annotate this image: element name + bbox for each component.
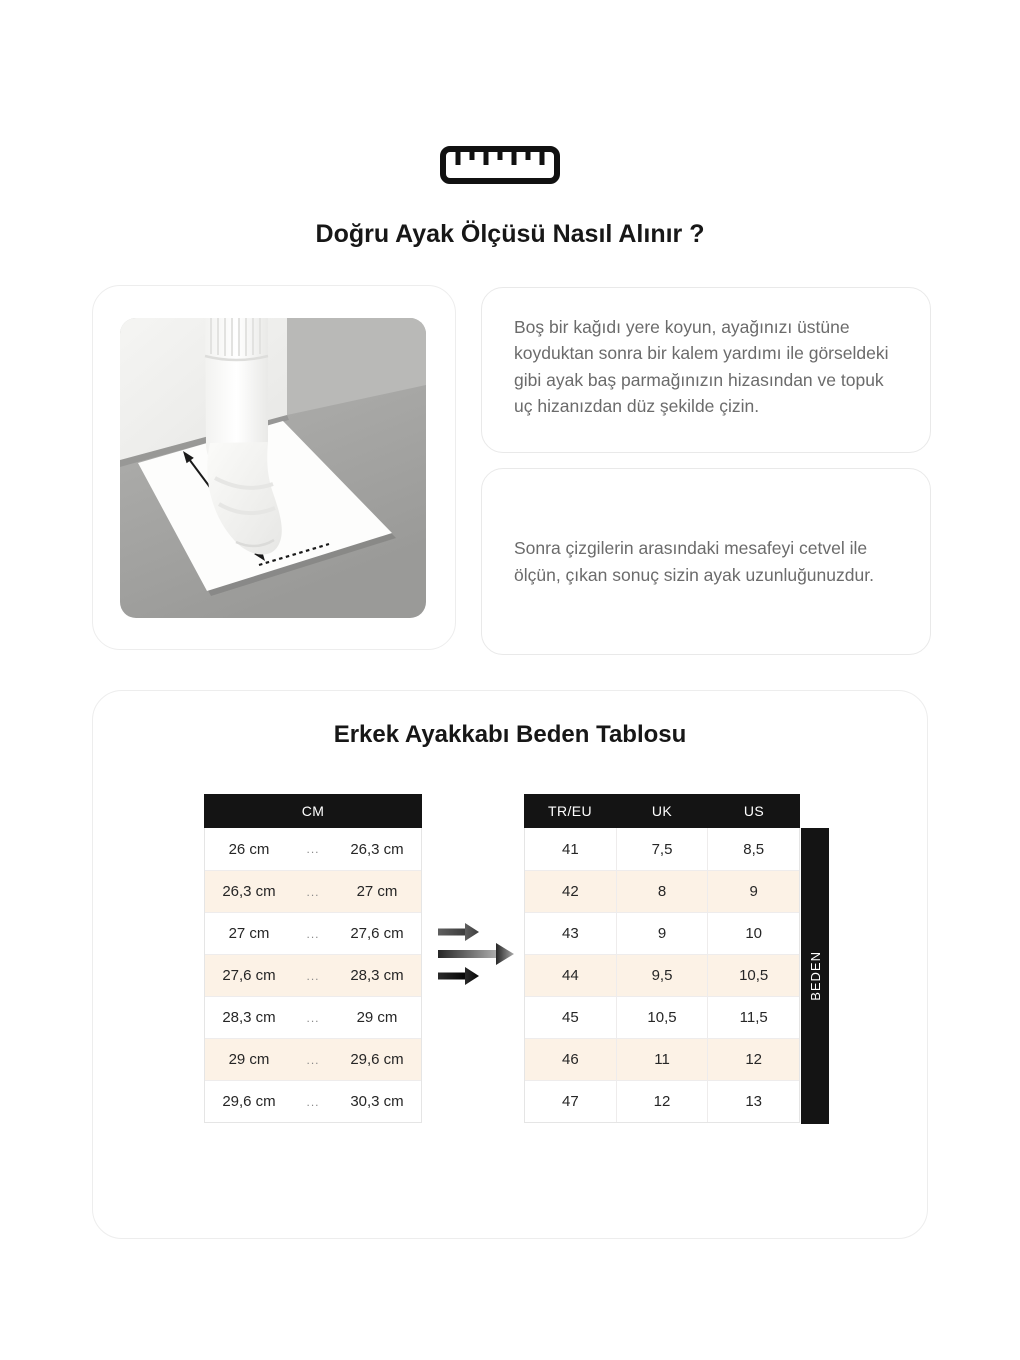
cm-range-from: 29 cm	[228, 1051, 270, 1068]
cm-table	[204, 794, 422, 1123]
table-row	[205, 954, 421, 996]
size-cell-uk: 11	[616, 1039, 708, 1080]
cm-range-to: 29 cm	[356, 1009, 398, 1026]
cm-range-from: 26 cm	[228, 840, 270, 858]
instruction-step-2-text: Sonra çizgilerin arasındaki mesafeyi cetvel ile ölçün, çıkan sonuç sizin ayak uzunluğunuzdur.	[514, 538, 874, 585]
size-cell-us: 12	[707, 1039, 799, 1080]
table-row	[525, 1080, 799, 1122]
size-table-header-tr-eu: TR/EU	[548, 803, 592, 819]
table-row	[205, 996, 421, 1038]
cm-table-header: CM	[204, 794, 422, 828]
size-cell-uk: 9,5	[616, 955, 708, 996]
page-title: Doğru Ayak Ölçüsü Nasıl Alınır ?	[315, 220, 705, 248]
size-cell-us: 8,5	[707, 828, 799, 870]
table-row	[205, 1038, 421, 1080]
table-row	[525, 828, 799, 870]
ruler-icon	[440, 146, 560, 184]
size-cell-tr-eu: 45	[561, 1009, 579, 1026]
size-cell-tr-eu: 46	[561, 1051, 579, 1068]
table-row	[525, 996, 799, 1038]
cm-range-from: 28,3 cm	[222, 1009, 276, 1026]
range-dots: ...	[306, 926, 320, 941]
size-cell-us: 13	[707, 1081, 799, 1122]
size-cell-tr-eu: 42	[561, 883, 579, 900]
size-table-header-uk: UK	[651, 803, 673, 819]
range-dots: ...	[306, 1052, 320, 1067]
range-dots: ...	[306, 842, 320, 856]
size-cell-tr-eu: 47	[561, 1093, 579, 1110]
size-cell-tr-eu: 41	[561, 840, 579, 858]
size-cell-us: 10,5	[707, 955, 799, 996]
range-dots: ...	[306, 1094, 320, 1109]
photo-card	[92, 285, 456, 650]
cm-range-to: 26,3 cm	[350, 840, 404, 858]
instruction-card-2	[481, 468, 931, 655]
instruction-step-1-text: Boş bir kağıdı yere koyun, ayağınızı üstüne koyduktan sonra bir kalem yardımı ile görseldeki gibi ayak baş parmağınızın hizasından ve topuk uç hizanızdan düz şekilde çizin.	[514, 317, 889, 416]
table-row	[205, 828, 421, 870]
size-cell-tr-eu: 44	[561, 967, 579, 984]
size-cell-tr-eu: 43	[561, 925, 579, 942]
cm-range-to: 29,6 cm	[350, 1051, 404, 1068]
table-row	[525, 870, 799, 912]
beden-side-label: BEDEN	[801, 828, 829, 1124]
instruction-card-1	[481, 287, 931, 453]
range-dots: ...	[306, 968, 320, 983]
cm-range-to: 27,6 cm	[350, 925, 404, 942]
cm-range-from: 27,6 cm	[222, 967, 276, 984]
size-conversion-table	[524, 794, 800, 1123]
size-cell-uk: 8	[616, 871, 708, 912]
cm-range-from: 29,6 cm	[222, 1093, 276, 1110]
table-row	[205, 870, 421, 912]
table-row	[525, 1038, 799, 1080]
table-row	[525, 954, 799, 996]
table-row	[205, 912, 421, 954]
size-table-title: Erkek Ayakkabı Beden Tablosu	[333, 721, 687, 748]
size-cell-us: 9	[707, 871, 799, 912]
size-cell-uk: 12	[616, 1081, 708, 1122]
cm-range-to: 27 cm	[356, 883, 398, 900]
range-dots: ...	[306, 1010, 320, 1025]
range-dots: ...	[306, 884, 320, 899]
size-table-header-us: US	[743, 803, 765, 819]
size-table-card	[92, 690, 928, 1239]
size-cell-us: 11,5	[707, 997, 799, 1038]
table-row	[525, 912, 799, 954]
foot-measurement-photo	[120, 318, 426, 618]
size-cell-us: 10	[707, 913, 799, 954]
cm-range-from: 26,3 cm	[222, 883, 276, 900]
cm-range-to: 28,3 cm	[350, 967, 404, 984]
size-cell-uk: 7,5	[616, 828, 708, 870]
cm-range-to: 30,3 cm	[350, 1093, 404, 1110]
conversion-arrows-icon	[438, 921, 514, 987]
size-cell-uk: 10,5	[616, 997, 708, 1038]
size-cell-uk: 9	[616, 913, 708, 954]
cm-range-from: 27 cm	[228, 925, 270, 942]
table-row	[205, 1080, 421, 1122]
